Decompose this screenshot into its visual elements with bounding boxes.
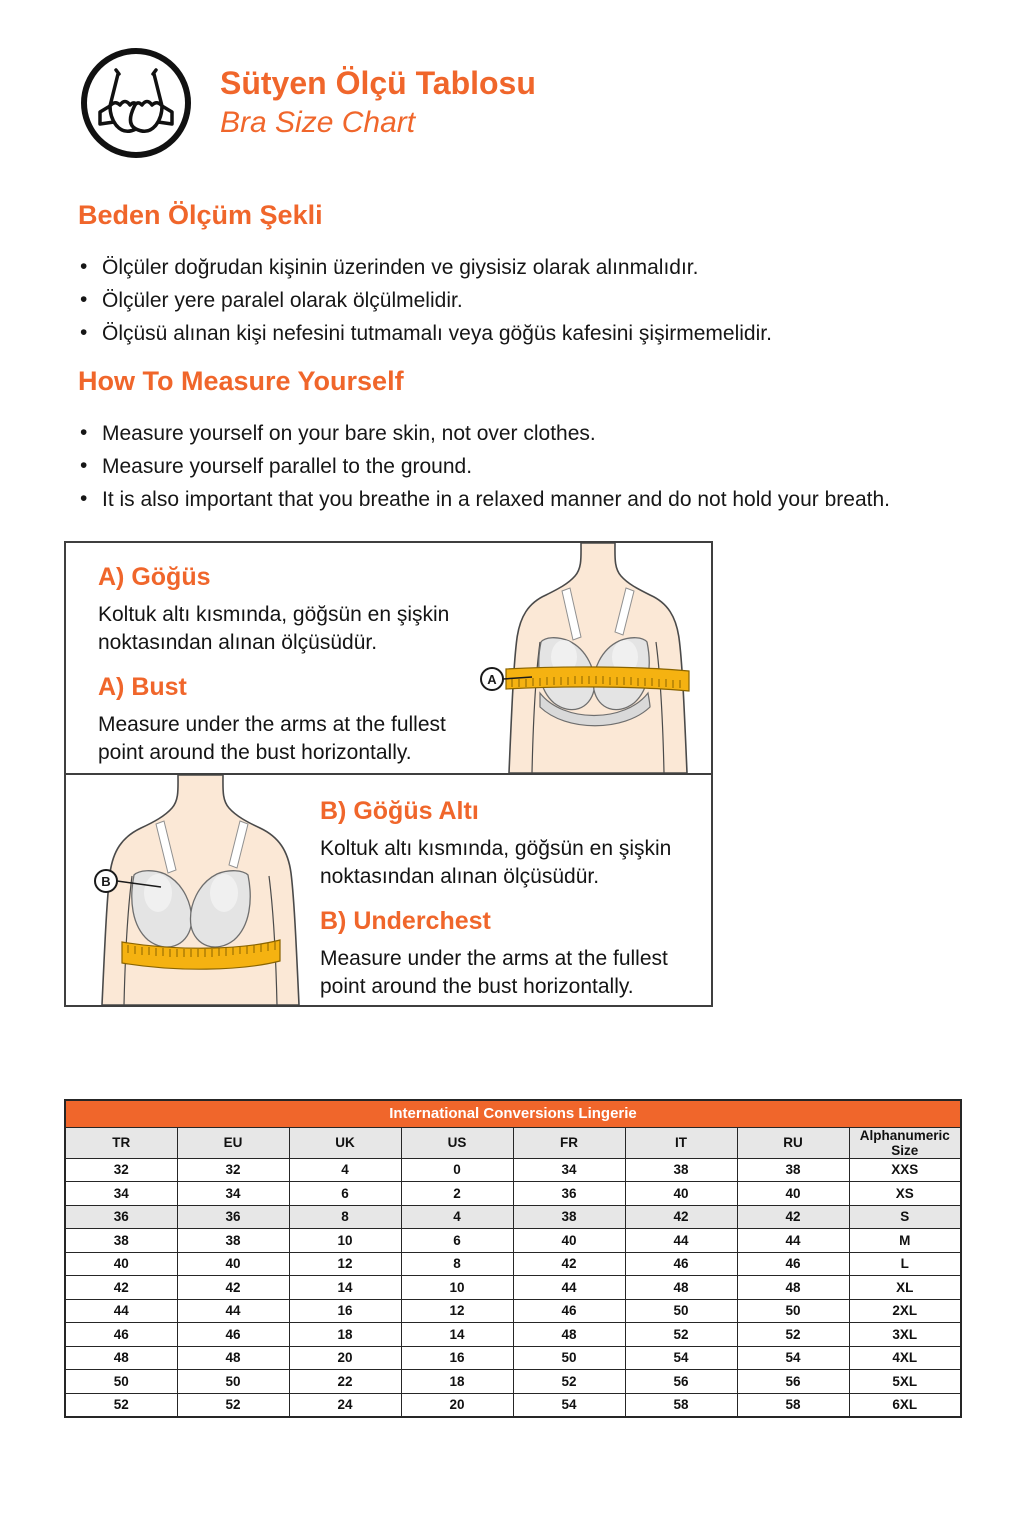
table-cell: 46 — [177, 1323, 289, 1347]
table-cell: 36 — [177, 1205, 289, 1229]
table-cell: 44 — [625, 1229, 737, 1253]
bullet-item: • Ölçüler doğrudan kişinin üzerinden ve giysisiz olarak alınmalıdır. — [78, 255, 988, 280]
table-cell: 38 — [625, 1158, 737, 1182]
table-row — [65, 1252, 961, 1276]
table-cell: 44 — [177, 1299, 289, 1323]
table-cell: 52 — [625, 1323, 737, 1347]
table-cell: 46 — [625, 1252, 737, 1276]
table-cell: 4 — [289, 1158, 401, 1182]
table-cell: 14 — [289, 1276, 401, 1300]
table-cell: 38 — [177, 1229, 289, 1253]
table-cell: 56 — [625, 1370, 737, 1394]
table-cell: 32 — [65, 1158, 177, 1182]
table-row — [65, 1393, 961, 1417]
table-cell: 44 — [737, 1229, 849, 1253]
table-cell: 52 — [65, 1393, 177, 1417]
table-cell: 48 — [65, 1346, 177, 1370]
section-measure-tr — [78, 200, 988, 355]
table-cell: 40 — [625, 1182, 737, 1206]
table-cell: 14 — [401, 1323, 513, 1347]
bullet-item: • Measure yourself on your bare skin, not over clothes. — [78, 421, 988, 446]
bust-body-en: Measure under the arms at the fullest point around the bust horizontally. — [98, 713, 446, 765]
table-cell: M — [849, 1229, 961, 1253]
page-titles — [220, 65, 536, 141]
table-cell: 54 — [737, 1346, 849, 1370]
table-cell: 52 — [513, 1370, 625, 1394]
column-header: EU — [177, 1127, 289, 1158]
marker-b-label: B — [101, 874, 111, 889]
table-cell: 42 — [737, 1205, 849, 1229]
underchest-text — [320, 797, 708, 1018]
table-cell: 50 — [625, 1299, 737, 1323]
table-cell: 2 — [401, 1182, 513, 1206]
table-cell: 8 — [401, 1252, 513, 1276]
table-cell: 54 — [625, 1346, 737, 1370]
table-cell: 4XL — [849, 1346, 961, 1370]
table-cell: 34 — [513, 1158, 625, 1182]
column-header: UK — [289, 1127, 401, 1158]
table-cell: 50 — [737, 1299, 849, 1323]
table-cell: 52 — [737, 1323, 849, 1347]
column-header: RU — [737, 1127, 849, 1158]
table-cell: 40 — [513, 1229, 625, 1253]
bullet-list-tr — [78, 255, 988, 347]
section-heading-en: How To Measure Yourself — [78, 366, 404, 396]
table-cell: 50 — [65, 1370, 177, 1394]
table-cell: 58 — [737, 1393, 849, 1417]
column-header: IT — [625, 1127, 737, 1158]
table-row — [65, 1205, 961, 1229]
table-cell: 16 — [289, 1299, 401, 1323]
table-cell: 36 — [513, 1182, 625, 1206]
table-row — [65, 1370, 961, 1394]
table-cell: 8 — [289, 1205, 401, 1229]
table-row — [65, 1299, 961, 1323]
column-header: TR — [65, 1127, 177, 1158]
table-cell: 54 — [513, 1393, 625, 1417]
table-cell: 20 — [401, 1393, 513, 1417]
marker-a-label: A — [487, 672, 497, 687]
bullet-list-en — [78, 421, 988, 513]
bust-measure-illustration — [478, 543, 711, 773]
table-row — [65, 1229, 961, 1253]
table-row — [65, 1276, 961, 1300]
table-cell: 34 — [177, 1182, 289, 1206]
bust-text — [98, 563, 480, 784]
table-cell: 2XL — [849, 1299, 961, 1323]
underchest-measure-illustration — [66, 775, 313, 1005]
table-title-row — [65, 1100, 961, 1127]
size-conversion-table — [64, 1099, 962, 1418]
bra-icon — [80, 44, 192, 162]
bullet-item: • Ölçüsü alınan kişi nefesini tutmamalı veya göğüs kafesini şişirmemelidir. — [78, 321, 988, 346]
table-cell: 0 — [401, 1158, 513, 1182]
table-cell: 38 — [513, 1205, 625, 1229]
table-cell: 52 — [177, 1393, 289, 1417]
column-header: US — [401, 1127, 513, 1158]
table-cell: XS — [849, 1182, 961, 1206]
table-cell: 36 — [65, 1205, 177, 1229]
table-row — [65, 1323, 961, 1347]
table-cell: 42 — [513, 1252, 625, 1276]
section-measure-en — [78, 366, 988, 521]
header — [80, 44, 536, 162]
column-header: FR — [513, 1127, 625, 1158]
table-cell: 18 — [401, 1370, 513, 1394]
table-cell: 12 — [401, 1299, 513, 1323]
table-cell: 48 — [177, 1346, 289, 1370]
table-cell: 32 — [177, 1158, 289, 1182]
table-cell: 10 — [401, 1276, 513, 1300]
table-cell: 6 — [401, 1229, 513, 1253]
table-cell: 46 — [737, 1252, 849, 1276]
table-row — [65, 1158, 961, 1182]
measure-box-underchest — [64, 775, 713, 1007]
column-header: Alphanumeric Size — [849, 1127, 961, 1158]
table-cell: 56 — [737, 1370, 849, 1394]
table-cell: 40 — [177, 1252, 289, 1276]
table-title: International Conversions Lingerie — [65, 1100, 961, 1127]
table-cell: 48 — [513, 1323, 625, 1347]
table-cell: 10 — [289, 1229, 401, 1253]
table-cell: XXS — [849, 1158, 961, 1182]
table-cell: 42 — [625, 1205, 737, 1229]
table-header-row — [65, 1127, 961, 1158]
table-cell: 5XL — [849, 1370, 961, 1394]
table-row — [65, 1346, 961, 1370]
table-cell: 58 — [625, 1393, 737, 1417]
page-subtitle: Bra Size Chart — [220, 105, 416, 139]
underchest-body-tr: Koltuk altı kısmında, göğsün en şişkin noktasından alınan ölçüsüdür. — [320, 837, 672, 888]
measure-box-bust — [64, 541, 713, 775]
table-cell: L — [849, 1252, 961, 1276]
bust-heading-en: A) Bust — [98, 673, 187, 702]
table-cell: 44 — [65, 1299, 177, 1323]
table-cell: 44 — [513, 1276, 625, 1300]
table-cell: 22 — [289, 1370, 401, 1394]
table-cell: 34 — [65, 1182, 177, 1206]
table-cell: S — [849, 1205, 961, 1229]
bust-heading-tr: A) Göğüs — [98, 563, 211, 591]
underchest-body-en: Measure under the arms at the fullest point around the bust horizontally. — [320, 947, 668, 999]
table-cell: 38 — [65, 1229, 177, 1253]
table-cell: XL — [849, 1276, 961, 1300]
table-cell: 50 — [177, 1370, 289, 1394]
size-table-body — [65, 1158, 961, 1417]
bullet-item: • Ölçüler yere paralel olarak ölçülmelidir. — [78, 288, 988, 313]
table-cell: 12 — [289, 1252, 401, 1276]
table-cell: 42 — [65, 1276, 177, 1300]
table-cell: 3XL — [849, 1323, 961, 1347]
table-cell: 6 — [289, 1182, 401, 1206]
table-cell: 24 — [289, 1393, 401, 1417]
table-cell: 6XL — [849, 1393, 961, 1417]
bullet-item: • It is also important that you breathe in a relaxed manner and do not hold your breath. — [78, 487, 988, 512]
table-cell: 40 — [65, 1252, 177, 1276]
table-cell: 46 — [65, 1323, 177, 1347]
table-cell: 4 — [401, 1205, 513, 1229]
table-cell: 16 — [401, 1346, 513, 1370]
table-cell: 40 — [737, 1182, 849, 1206]
bullet-item: • Measure yourself parallel to the ground. — [78, 454, 988, 479]
table-cell: 18 — [289, 1323, 401, 1347]
table-cell: 38 — [737, 1158, 849, 1182]
underchest-heading-en: B) Underchest — [320, 907, 491, 936]
bust-body-tr: Koltuk altı kısmında, göğsün en şişkin noktasından alınan ölçüsüdür. — [98, 603, 450, 654]
table-cell: 42 — [177, 1276, 289, 1300]
underchest-heading-tr: B) Göğüs Altı — [320, 797, 479, 825]
table-cell: 46 — [513, 1299, 625, 1323]
section-heading-tr: Beden Ölçüm Şekli — [78, 200, 323, 230]
table-cell: 20 — [289, 1346, 401, 1370]
table-cell: 48 — [737, 1276, 849, 1300]
table-cell: 48 — [625, 1276, 737, 1300]
table-row — [65, 1182, 961, 1206]
table-cell: 50 — [513, 1346, 625, 1370]
page-title: Sütyen Ölçü Tablosu — [220, 65, 536, 102]
